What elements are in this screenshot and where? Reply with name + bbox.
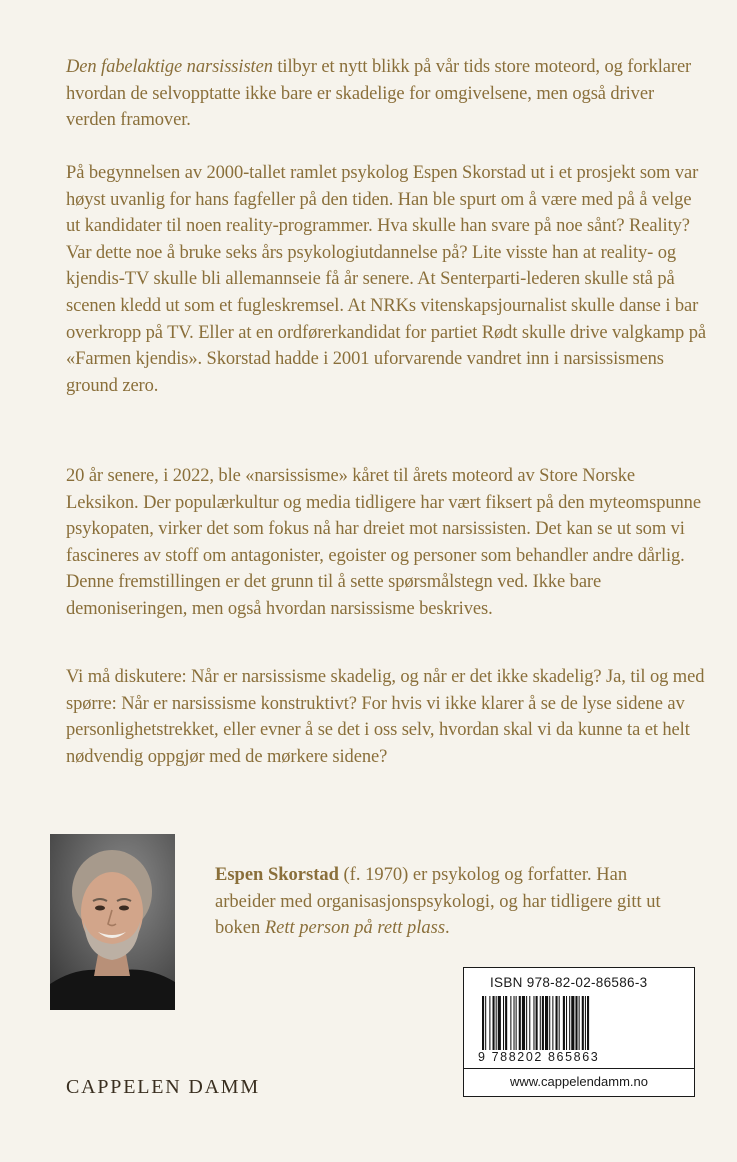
barcode-bar <box>516 996 517 1050</box>
barcode-bar <box>556 996 558 1050</box>
barcode-bar <box>485 996 486 1050</box>
barcode-bar <box>563 996 565 1050</box>
barcode-bar <box>505 996 507 1050</box>
barcode-bar <box>503 996 504 1050</box>
barcode-bar <box>571 996 574 1050</box>
barcode-bar <box>585 996 586 1050</box>
barcode-bar <box>566 996 567 1050</box>
barcode-bar <box>542 996 544 1050</box>
author-bio-text: (f. 1970) er psykolog og forfatter. Han arbeider med organisasjonspsykologi, og har tidligere gitt ut boken <box>215 865 661 939</box>
author-name: Espen Skorstad <box>215 865 339 885</box>
barcode-bar <box>514 996 515 1050</box>
blurb-paragraph-2 <box>66 160 706 399</box>
barcode-bar <box>482 996 484 1050</box>
barcode-bar <box>549 996 550 1050</box>
publisher-url: www.cappelendamm.no <box>464 1068 694 1096</box>
barcode-bar <box>569 996 570 1050</box>
book-title: Den fabelaktige narsissisten <box>66 57 273 77</box>
barcode-bar <box>496 996 497 1050</box>
blurb-paragraph-1 <box>66 54 706 134</box>
blurb-text-2: På begynnelsen av 2000-tallet ramlet psykolog Espen Skorstad ut i et prosjekt som var høyst uvanlig for hans fagfeller på den tiden. Han ble spurt om å være med på å velge ut kandidater til noen reality-programmer. Hva skulle han svare på noe sånt? Reality? Var dette noe å bruke seks års psykologiutdannelse på? Lite visste han at reality- og kjendis-TV skulle bli allemannseie få år senere. At Senterparti-lederen skulle stå på scenen kledd ut som et fugleskremsel. At NRKs vitenskapsjournalist skulle danse i bar overkropp på TV. Eller at en ordførerkandidat for partiet Rødt skulle drive valgkamp på «Farmen kjendis». Skorstad hadde i 2001 uforvarende vandret inn i narsissismens ground zero. <box>66 163 706 396</box>
barcode-bar <box>522 996 525 1050</box>
author-bio-end: . <box>445 918 450 939</box>
isbn-label: ISBN 978-82-02-86586-3 <box>490 975 648 990</box>
barcode-bar <box>540 996 541 1050</box>
barcode-bar <box>498 996 501 1050</box>
blurb-paragraph-3 <box>66 463 706 623</box>
barcode-bar <box>533 996 534 1050</box>
barcode-bar <box>579 996 580 1050</box>
publisher-logo: CAPPELEN DAMM <box>66 1076 260 1098</box>
author-previous-book: Rett person på rett plass <box>264 918 446 939</box>
barcode-bar <box>489 996 490 1050</box>
barcode-bars <box>478 996 682 1050</box>
author-bio <box>215 862 685 942</box>
barcode-bar <box>582 996 584 1050</box>
barcode-bar <box>536 996 538 1050</box>
barcode-bar <box>587 996 589 1050</box>
blurb-text-4: Vi må diskutere: Når er narsissisme skadelig, og når er det ikke skadelig? Ja, til og med spørre: Når er narsissisme konstruktivt? For hvis vi ikke klarer å se de lyse sidene av personlighetstrekket, eller evner å se det i oss selv, hvordan skal vi da kunne ta et helt nødvendig oppgjør med de mørkere sidene? <box>66 667 705 767</box>
barcode-bar <box>493 996 495 1050</box>
barcode-bar <box>529 996 530 1050</box>
barcode-bar <box>526 996 527 1050</box>
barcode-bar <box>575 996 577 1050</box>
blurb-text-1: tilbyr et nytt blikk på vår tids store moteord, og forklarer hvordan de selvopptatte ikke bare er skadelige for omgivelsene, men også driver verden framover. <box>66 57 692 131</box>
barcode-bar <box>519 996 521 1050</box>
blurb-text-3: 20 år senere, i 2022, ble «narsissisme» kåret til årets moteord av Store Norske Leksikon. Der populærkultur og media tidligere har vært fiksert på den myteomspunne psykopaten, virker det som fokus nå har dreiet mot narsissisten. Det kan se ut som vi fascineres av stoff om antagonister, egoister og personer som behandler andre dårlig. Denne fremstillingen er det grunn til å sette spørsmålstegn ved. Ikke bare demoniseringen, men også hvordan narsissisme beskrives. <box>66 466 701 619</box>
blurb-paragraph-4 <box>66 664 706 770</box>
barcode-bar <box>510 996 511 1050</box>
barcode-bar <box>545 996 548 1050</box>
barcode-digits: 9 788202 865863 <box>478 1050 600 1064</box>
author-photo <box>50 834 175 1010</box>
isbn-barcode <box>463 967 695 1097</box>
barcode-bar <box>552 996 553 1050</box>
barcode-bar <box>559 996 560 1050</box>
